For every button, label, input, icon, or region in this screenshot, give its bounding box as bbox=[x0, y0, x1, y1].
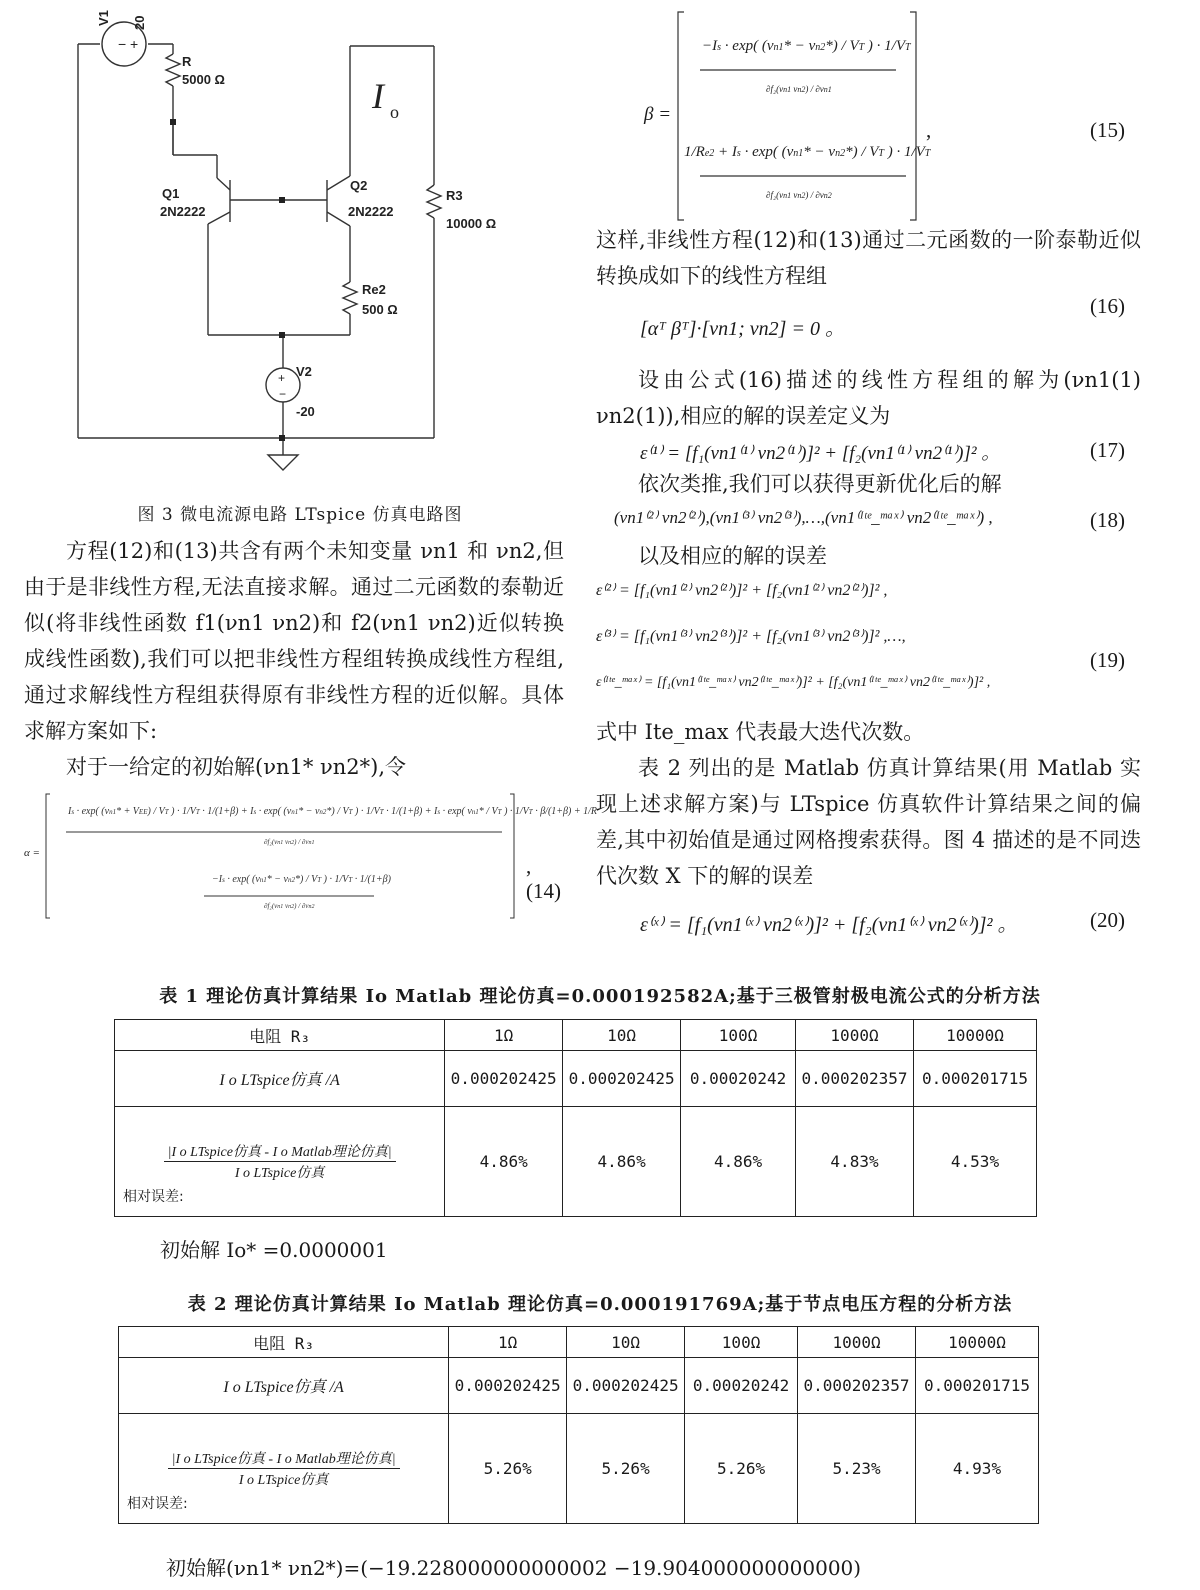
label-v2: V2 bbox=[296, 364, 312, 379]
formula-denominator: I o LTspice仿真 bbox=[234, 1166, 325, 1181]
equation-body: ε⁽ˣ⁾ = [f₁(νn1⁽ˣ⁾ νn2⁽ˣ⁾)]² + [f₂(νn1⁽ˣ⁾ νn2⁽ˣ⁾)]² 。 bbox=[640, 914, 1018, 936]
equation-number: ,(14) bbox=[526, 854, 561, 903]
equation-14 bbox=[24, 792, 597, 922]
svg-text:+: + bbox=[278, 371, 286, 385]
equation-number: (15) bbox=[1090, 118, 1125, 142]
label-re2-value: 500 Ω bbox=[362, 302, 398, 317]
table-cell: 0.000202357 bbox=[798, 1358, 916, 1414]
label-q1-model: 2N2222 bbox=[160, 204, 206, 219]
header-cell: 10Ω bbox=[567, 1327, 685, 1358]
label-q1: Q1 bbox=[162, 186, 180, 201]
equation-line: ε⁽³⁾ = [f₁(νn1⁽³⁾ νn2⁽³⁾)]² + [f₂(νn1⁽³⁾ νn2⁽³⁾)]² ,…, bbox=[596, 628, 906, 645]
equation-18 bbox=[596, 502, 1141, 538]
formula-numerator: |I o LTspice仿真 - I o Matlab理论仿真| bbox=[164, 1141, 396, 1162]
row-label: I o LTspice仿真 /A bbox=[119, 1358, 449, 1414]
label-r3-value: 10000 Ω bbox=[446, 216, 497, 231]
header-cell: 1Ω bbox=[449, 1327, 567, 1358]
svg-text:−: − bbox=[118, 36, 127, 52]
svg-text:∂f₂(νn1 νn2) / ∂νn2: ∂f₂(νn1 νn2) / ∂νn2 bbox=[264, 902, 315, 910]
table-row bbox=[115, 1107, 1037, 1217]
table-cell: 5.23% bbox=[798, 1414, 916, 1524]
right-text-5 bbox=[596, 714, 1141, 894]
beta-lhs: β = bbox=[644, 104, 672, 125]
table-cell: 0.000201715 bbox=[916, 1358, 1039, 1414]
table-cell: 5.26% bbox=[567, 1414, 685, 1524]
label-io-subscript: o bbox=[390, 102, 399, 122]
table-row bbox=[119, 1414, 1039, 1524]
paragraph: 表 2 列出的是 Matlab 仿真计算结果(用 Matlab 实现上述求解方案)与 LTspice 仿真软件计算结果之间的偏差,其中初始值是通过网格搜索获得。图 4 描述的是不同迭代次数 X 下的解的误差 bbox=[596, 756, 1141, 888]
paragraph: 这样,非线性方程(12)和(13)通过二元函数的一阶泰勒近似转换成如下的线性方程组 bbox=[596, 228, 1141, 288]
right-text-2 bbox=[596, 362, 1141, 434]
table-cell: 0.000201715 bbox=[913, 1051, 1036, 1107]
table-cell: 0.000202357 bbox=[796, 1051, 914, 1107]
svg-text:∂f₂(νn1 νn2) / ∂νn2: ∂f₂(νn1 νn2) / ∂νn2 bbox=[766, 190, 832, 200]
label-io: I bbox=[372, 76, 384, 116]
relative-error-label: 相对误差: bbox=[127, 1496, 188, 1512]
paragraph: 式中 Ite_max 代表最大迭代次数。 bbox=[596, 720, 925, 744]
table2-caption: 表 2 理论仿真计算结果 Io Matlab 理论仿真=0.000191769A;基于节点电压方程的分析方法 bbox=[187, 1294, 1013, 1315]
svg-text:∂f₂(νn1 νn2) / ∂νn1: ∂f₂(νn1 νn2) / ∂νn1 bbox=[766, 84, 832, 94]
paragraph: 方程(12)和(13)共含有两个未知变量 νn1 和 νn2,但由于是非线性方程,无法直接求解。通过二元函数的泰勒近似(将非线性函数 f1(νn1 νn2)和 f2(νn1 νn2)近似转换成线性函数),我们可以把非线性方程组转换成线性方程组,通过求解线性方程组获得原有非线性方程的近似解。具体求解方案如下: bbox=[24, 539, 564, 743]
table2 bbox=[118, 1326, 1039, 1524]
table-cell: 0.000202425 bbox=[563, 1051, 681, 1107]
table-header-row bbox=[115, 1020, 1037, 1051]
equation-20 bbox=[596, 898, 1141, 948]
svg-text:Is · exp( (νn1* + VEE) / VT ): Is · exp( (νn1* + VEE) / VT ) · 1/VT · 1/(1+β) + Is · exp( (νn1* − νn2*) / VT ) · 1/VT · 1/(1+β) + Is · exp( νn1* / VT ) · 1/VT · β/(1+β) + 1/R bbox=[68, 806, 597, 817]
row-label-relative-error bbox=[115, 1107, 445, 1217]
svg-text:1/Re2 + Is · exp( (νn1* − νn2*: 1/Re2 + Is · exp( (νn1* − νn2*) / VT ) · 1/VT bbox=[684, 144, 931, 160]
circuit-diagram bbox=[60, 0, 540, 495]
table-cell: 4.53% bbox=[913, 1107, 1036, 1217]
paragraph: 设由公式(16)描述的线性方程组的解为(νn1(1) νn2(1)),相应的解的误差定义为 bbox=[596, 368, 1141, 428]
table-cell: 0.00020242 bbox=[681, 1051, 796, 1107]
label-r-value: 5000 Ω bbox=[182, 72, 225, 87]
header-cell: 10Ω bbox=[563, 1020, 681, 1051]
header-cell: 100Ω bbox=[681, 1020, 796, 1051]
table-cell: 4.86% bbox=[563, 1107, 681, 1217]
label-q2: Q2 bbox=[350, 178, 368, 193]
left-column-text bbox=[24, 533, 564, 785]
table-cell: 4.93% bbox=[916, 1414, 1039, 1524]
label-q2-model: 2N2222 bbox=[348, 204, 394, 219]
equation-16 bbox=[596, 292, 1141, 358]
table-cell: 0.00020242 bbox=[685, 1358, 798, 1414]
table-cell: 5.26% bbox=[685, 1414, 798, 1524]
header-cell: 1000Ω bbox=[796, 1020, 914, 1051]
header-cell: 1000Ω bbox=[798, 1327, 916, 1358]
header-cell: 10000Ω bbox=[916, 1327, 1039, 1358]
row-label-relative-error bbox=[119, 1414, 449, 1524]
table-header-row bbox=[119, 1327, 1039, 1358]
equation-line: ε⁽ᴵᵗᵉ_ᵐᵃˣ⁾ = [f₁(νn1⁽ᴵᵗᵉ_ᵐᵃˣ⁾ νn2⁽ᴵᵗᵉ_ᵐᵃˣ⁾)]² + [f₂(νn1⁽ᴵᵗᵉ_ᵐᵃˣ⁾ νn2⁽ᴵᵗᵉ_ᵐᵃˣ⁾)]² , bbox=[596, 675, 991, 690]
paragraph: 依次类推,我们可以获得更新优化后的解 bbox=[638, 472, 1002, 496]
header-cell: 10000Ω bbox=[913, 1020, 1036, 1051]
label-v1: V1 bbox=[96, 10, 111, 26]
right-text-1 bbox=[596, 222, 1141, 294]
label-re2: Re2 bbox=[362, 282, 386, 297]
label-v2-value: -20 bbox=[296, 404, 315, 419]
header-cell: 100Ω bbox=[685, 1327, 798, 1358]
right-text-3 bbox=[596, 466, 1141, 502]
right-text-4 bbox=[596, 538, 1141, 574]
equation-19 bbox=[596, 574, 1141, 710]
beta-matrix bbox=[676, 10, 931, 222]
formula-numerator: |I o LTspice仿真 - I o Matlab理论仿真| bbox=[168, 1448, 400, 1469]
equation-body: [αᵀ βᵀ]·[νn1; νn2] = 0 。 bbox=[640, 318, 845, 340]
table-row bbox=[119, 1358, 1039, 1414]
equation-number: (17) bbox=[1090, 438, 1125, 462]
table-cell: 0.000202425 bbox=[449, 1358, 567, 1414]
header-cell: 1Ω bbox=[445, 1020, 563, 1051]
header-cell: 电阻 R₃ bbox=[115, 1020, 445, 1051]
svg-text:+: + bbox=[130, 36, 139, 52]
table-cell: 5.26% bbox=[449, 1414, 567, 1524]
table-row bbox=[115, 1051, 1037, 1107]
equation-15: β = −Is · exp( (νn1* − νn2*) / VT ) · 1/VT ∂f₂(νn1 νn2) / ∂νn1 1/Re2 + Is · exp( (νn1* − νn2*) / VT ) · 1/VT ∂f₂(νn1 νn2) / ∂νn2 , (15) bbox=[596, 0, 1141, 222]
table2-note: 初始解(νn1* νn2*)=(−19.228000000000002 −19.904000000000000) bbox=[166, 1556, 862, 1580]
alpha-lhs: α = bbox=[24, 847, 40, 859]
table-cell: 4.83% bbox=[796, 1107, 914, 1217]
svg-text:−Is · exp( (νn1* − νn2*) / VT: −Is · exp( (νn1* − νn2*) / VT ) · 1/VT bbox=[702, 38, 911, 54]
table-cell: 4.86% bbox=[681, 1107, 796, 1217]
relative-error-label: 相对误差: bbox=[123, 1189, 184, 1205]
equation-line: ε⁽²⁾ = [f₁(νn1⁽²⁾ νn2⁽²⁾)]² + [f₂(νn1⁽²⁾ νn2⁽²⁾)]² , bbox=[596, 582, 888, 599]
table1 bbox=[114, 1019, 1037, 1217]
equation-body: ε⁽¹⁾ = [f₁(νn1⁽¹⁾ νn2⁽¹⁾)]² + [f₂(νn1⁽¹⁾ νn2⁽¹⁾)]² 。 bbox=[640, 443, 1001, 464]
paragraph: 对于一给定的初始解(νn1* νn2*),令 bbox=[66, 755, 407, 779]
formula-denominator: I o LTspice仿真 bbox=[238, 1473, 329, 1488]
row-label: I o LTspice仿真 /A bbox=[115, 1051, 445, 1107]
equation-number: (16) bbox=[1090, 294, 1125, 318]
table1-note: 初始解 Io* =0.0000001 bbox=[160, 1238, 388, 1262]
figure3-caption: 图 3 微电流源电路 LTspice 仿真电路图 bbox=[137, 505, 463, 525]
equation-number: (19) bbox=[1090, 648, 1125, 672]
equation-number: (18) bbox=[1090, 508, 1125, 532]
table-cell: 0.000202425 bbox=[445, 1051, 563, 1107]
svg-text:−Is · exp( (νn1* − νn2*) / VT: −Is · exp( (νn1* − νn2*) / VT ) · 1/VT · 1/(1+β) bbox=[212, 874, 391, 885]
label-v1-value: 20 bbox=[132, 15, 147, 30]
equation-body: (νn1⁽²⁾ νn2⁽²⁾),(νn1⁽³⁾ νn2⁽³⁾),…,(νn1⁽ᴵᵗᵉ_ᵐᵃˣ⁾ νn2⁽ᴵᵗᵉ_ᵐᵃˣ⁾) , bbox=[614, 508, 993, 527]
table1-caption: 表 1 理论仿真计算结果 Io Matlab 理论仿真=0.000192582A;基于三极管射极电流公式的分析方法 bbox=[159, 986, 1041, 1007]
svg-text:∂f₂(νn1 νn2) / ∂νn1: ∂f₂(νn1 νn2) / ∂νn1 bbox=[264, 838, 315, 846]
label-r3: R3 bbox=[446, 188, 463, 203]
header-cell: 电阻 R₃ bbox=[119, 1327, 449, 1358]
svg-text:−: − bbox=[279, 387, 287, 401]
table-cell: 0.000202425 bbox=[567, 1358, 685, 1414]
label-r: R bbox=[182, 54, 192, 69]
paragraph: 以及相应的解的误差 bbox=[638, 544, 827, 568]
table-cell: 4.86% bbox=[445, 1107, 563, 1217]
equation-number: (20) bbox=[1090, 908, 1125, 932]
